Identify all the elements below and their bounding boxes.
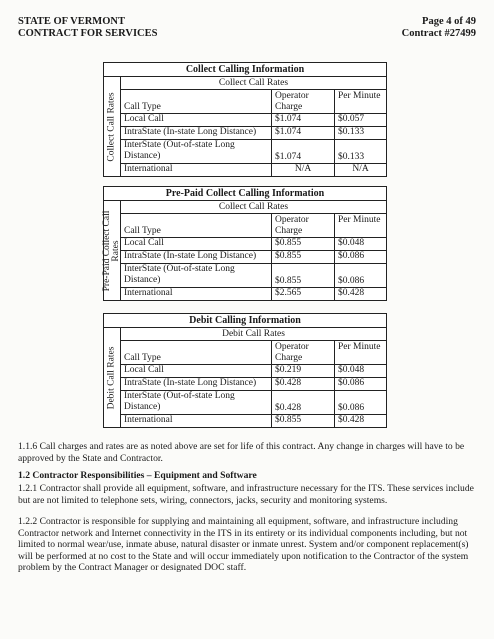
col-call-type: Call Type <box>124 353 161 363</box>
table-row <box>121 114 386 127</box>
per-minute-cell: $0.086 <box>338 251 365 261</box>
operator-charge-cell: $0.428 <box>272 378 335 390</box>
call-type-cell: InterState (Out-of-state Long Distance) <box>121 264 272 287</box>
table-row <box>121 251 386 264</box>
table-row <box>121 140 386 164</box>
header-left <box>18 16 157 40</box>
operator-charge-cell: $0.219 <box>272 365 335 377</box>
col-per-minute: Per Minute <box>338 342 381 352</box>
per-minute-cell: $0.057 <box>338 114 365 124</box>
collect-calling-table <box>103 62 387 177</box>
table-subtitle: Collect Call Rates <box>121 201 386 214</box>
col-per-minute: Per Minute <box>338 91 381 101</box>
operator-charge-cell: $1.074 <box>275 152 302 162</box>
table-row <box>121 238 386 251</box>
operator-charge-cell: $0.855 <box>272 251 335 263</box>
side-label-cell <box>104 77 121 176</box>
table-row <box>121 365 386 378</box>
contract-number: Contract #27499 <box>401 28 476 39</box>
operator-charge-cell: $0.855 <box>275 276 302 286</box>
table-header-row <box>121 341 386 365</box>
table-row <box>121 288 386 300</box>
per-minute-cell: $0.133 <box>338 152 365 162</box>
per-minute-cell: $0.086 <box>338 276 365 286</box>
call-type-cell: International <box>121 288 272 300</box>
table-title: Pre-Paid Collect Calling Information <box>104 187 386 201</box>
side-label-cell <box>104 328 121 427</box>
page-number: Page 4 of 49 <box>422 16 476 27</box>
call-type-cell: IntraState (In-state Long Distance) <box>121 127 272 139</box>
call-type-cell: InterState (Out-of-state Long Distance) <box>121 391 272 414</box>
operator-charge-cell: $2.565 <box>272 288 335 300</box>
per-minute-cell: $0.048 <box>338 238 365 248</box>
table-row <box>121 164 386 176</box>
call-type-cell: Local Call <box>121 365 272 377</box>
table-row <box>121 378 386 391</box>
operator-charge-cell: $0.428 <box>275 403 302 413</box>
per-minute-cell: N/A <box>352 164 369 174</box>
side-label: Collect Call Rates <box>106 91 117 162</box>
per-minute-cell: $0.086 <box>338 378 365 388</box>
side-label: Pre-Paid Collect Call Rates <box>102 210 121 291</box>
per-minute-cell: $0.086 <box>338 403 365 413</box>
operator-charge-cell: $1.074 <box>272 114 335 126</box>
operator-charge-cell: $1.074 <box>272 127 335 139</box>
paragraph-1-2-1: 1.2.1 Contractor shall provide all equipment, software, and infrastructure necessary for the ITS. These services include but are not limited to telephone sets, wiring, connectors, jacks, security and monitoring systems. <box>18 483 474 506</box>
per-minute-cell: $0.428 <box>338 288 365 298</box>
table-header-row <box>121 90 386 114</box>
table-subtitle: Collect Call Rates <box>121 77 386 90</box>
col-call-type: Call Type <box>124 226 161 236</box>
col-operator-charge: Operator Charge <box>272 90 335 113</box>
col-per-minute: Per Minute <box>338 215 381 225</box>
table-title: Collect Calling Information <box>104 63 386 77</box>
side-label-cell <box>104 201 121 300</box>
table-row <box>121 127 386 140</box>
per-minute-cell: $0.428 <box>338 415 365 425</box>
table-title: Debit Calling Information <box>104 314 386 328</box>
call-type-cell: Local Call <box>121 238 272 250</box>
per-minute-cell: $0.048 <box>338 365 365 375</box>
call-type-cell: Local Call <box>121 114 272 126</box>
header-right <box>402 16 476 40</box>
table-row <box>121 415 386 427</box>
side-label: Debit Call Rates <box>106 346 117 409</box>
call-type-cell: IntraState (In-state Long Distance) <box>121 378 272 390</box>
debit-calling-table <box>103 313 387 428</box>
paragraph-1-1-6: 1.1.6 Call charges and rates are as noted above are set for life of this contract. Any change in charges will have to be approved by the State and Contractor. <box>18 441 465 464</box>
per-minute-cell: $0.133 <box>338 127 365 137</box>
operator-charge-cell: $0.855 <box>272 238 335 250</box>
table-row <box>121 391 386 415</box>
call-type-cell: International <box>121 164 272 176</box>
section-heading-1-2: 1.2 Contractor Responsibilities – Equipment and Software <box>18 470 257 481</box>
operator-charge-cell: $0.855 <box>272 415 335 427</box>
prepaid-collect-calling-table <box>103 186 387 301</box>
call-type-cell: IntraState (In-state Long Distance) <box>121 251 272 263</box>
col-operator-charge: Operator Charge <box>272 341 335 364</box>
call-type-cell: International <box>121 415 272 427</box>
operator-charge-cell: N/A <box>272 164 335 176</box>
table-header-row <box>121 214 386 238</box>
state-title: STATE OF VERMONT <box>18 16 125 27</box>
col-operator-charge: Operator Charge <box>272 214 335 237</box>
table-row <box>121 264 386 288</box>
call-type-cell: InterState (Out-of-state Long Distance) <box>121 140 272 163</box>
paragraph-1-2-2: 1.2.2 Contractor is responsible for supplying and maintaining all equipment, software, and infrastructure including Contractor network and Internet connectivity in the ITS in its entirety or its individual components including, but not limited to normal wear/use, inmate abuse, natural disaster or inmate unrest. System and/or component replacement(s) will be performed at no cost to the State and will occur immediately upon notification to the Contractor of the system problem by the Contract Manager or designated DOC staff. <box>18 516 469 573</box>
contract-type: CONTRACT FOR SERVICES <box>18 28 158 39</box>
col-call-type: Call Type <box>124 102 161 112</box>
table-subtitle: Debit Call Rates <box>121 328 386 341</box>
